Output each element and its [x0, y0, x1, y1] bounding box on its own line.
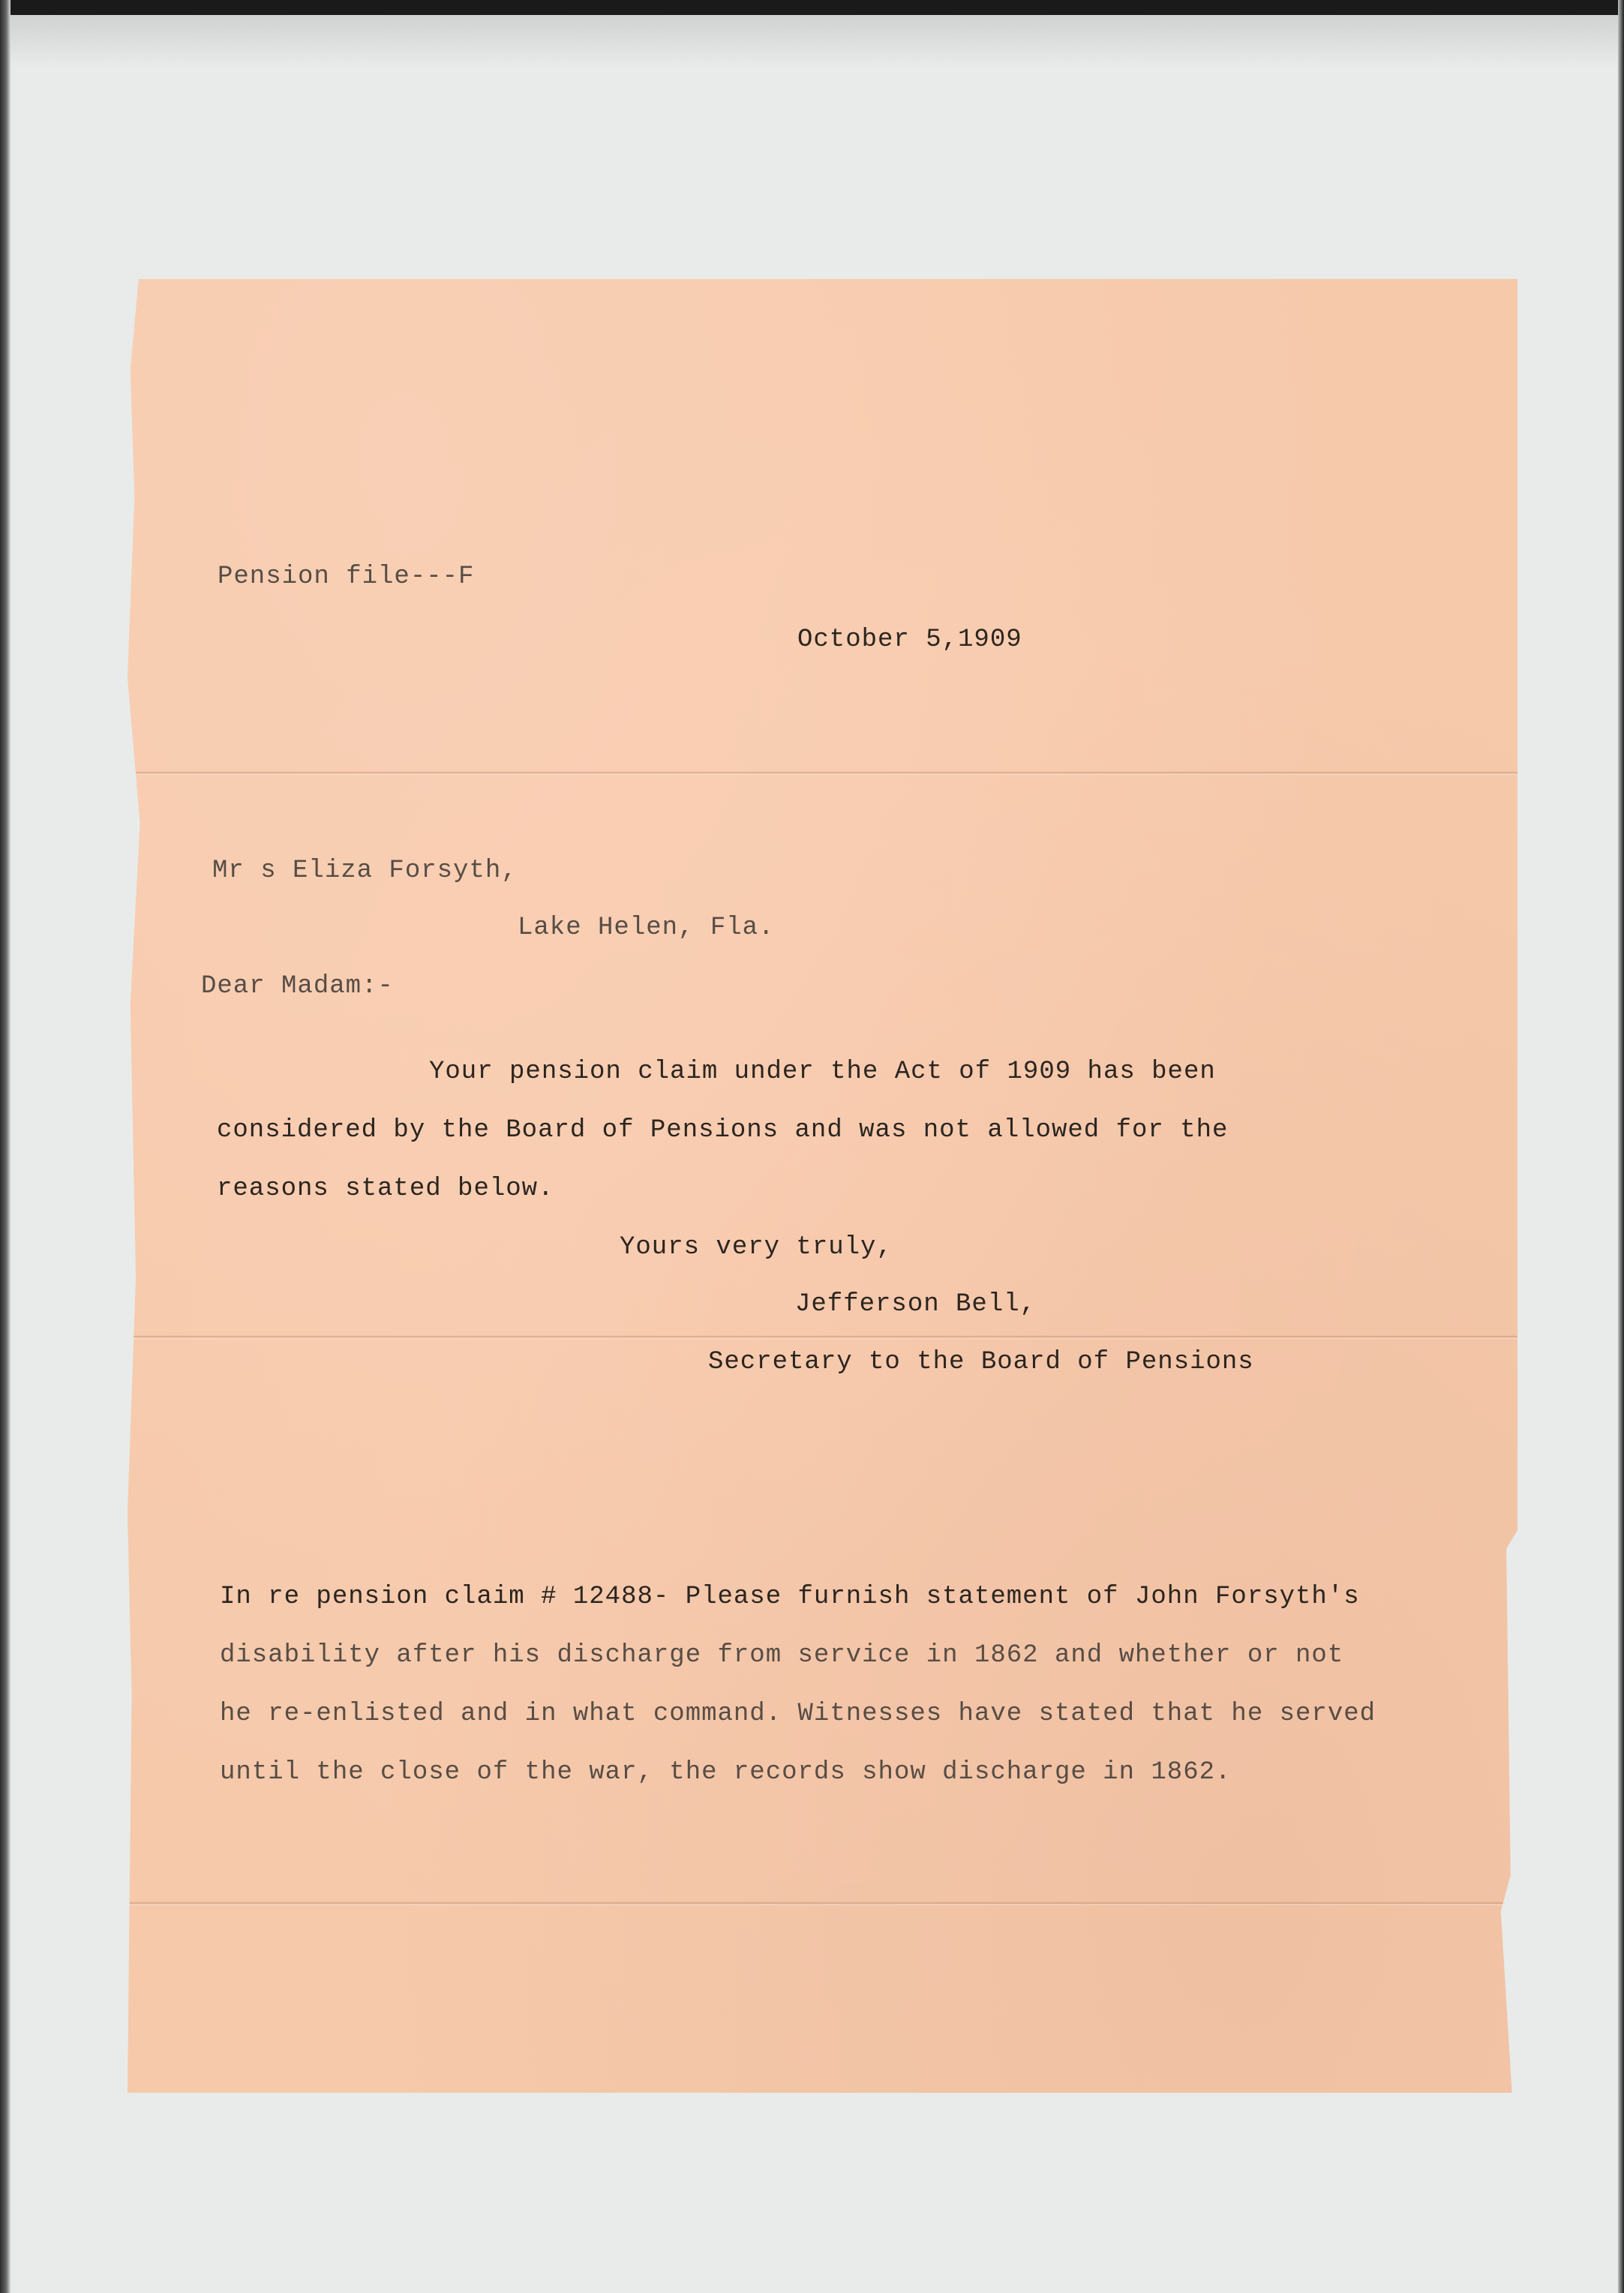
- closing: Yours very truly,: [620, 1233, 893, 1262]
- body-line: reasons stated below.: [217, 1175, 554, 1203]
- body-line: considered by the Board of Pensions and was not allowed for the: [217, 1116, 1229, 1145]
- letter-date: October 5,1909: [797, 626, 1022, 654]
- file-reference: Pension file---F: [218, 563, 475, 591]
- fold-crease: [128, 771, 1517, 776]
- body-line: Your pension claim under the Act of 1909 has been: [429, 1058, 1216, 1086]
- scanner-left-edge: [0, 0, 11, 2293]
- scanner-top-edge: [0, 0, 1624, 15]
- recipient-address: Lake Helen, Fla.: [518, 914, 775, 942]
- scanner-right-edge: [1618, 0, 1624, 2293]
- recipient-name: Mr s Eliza Forsyth,: [212, 857, 518, 885]
- fold-crease: [128, 1335, 1517, 1340]
- note-line: he re-enlisted and in what command. Witnesses have stated that he served: [220, 1700, 1376, 1728]
- scanner-shadow: [11, 15, 1618, 68]
- signer-name: Jefferson Bell,: [795, 1290, 1037, 1319]
- note-line: until the close of the war, the records show discharge in 1862.: [220, 1758, 1232, 1787]
- fold-crease: [128, 1901, 1517, 1906]
- signer-title: Secretary to the Board of Pensions: [708, 1348, 1254, 1376]
- salutation: Dear Madam:-: [201, 972, 394, 1001]
- note-line: disability after his discharge from service in 1862 and whether or not: [220, 1641, 1344, 1670]
- note-line: In re pension claim # 12488- Please furnish statement of John Forsyth's: [220, 1583, 1360, 1611]
